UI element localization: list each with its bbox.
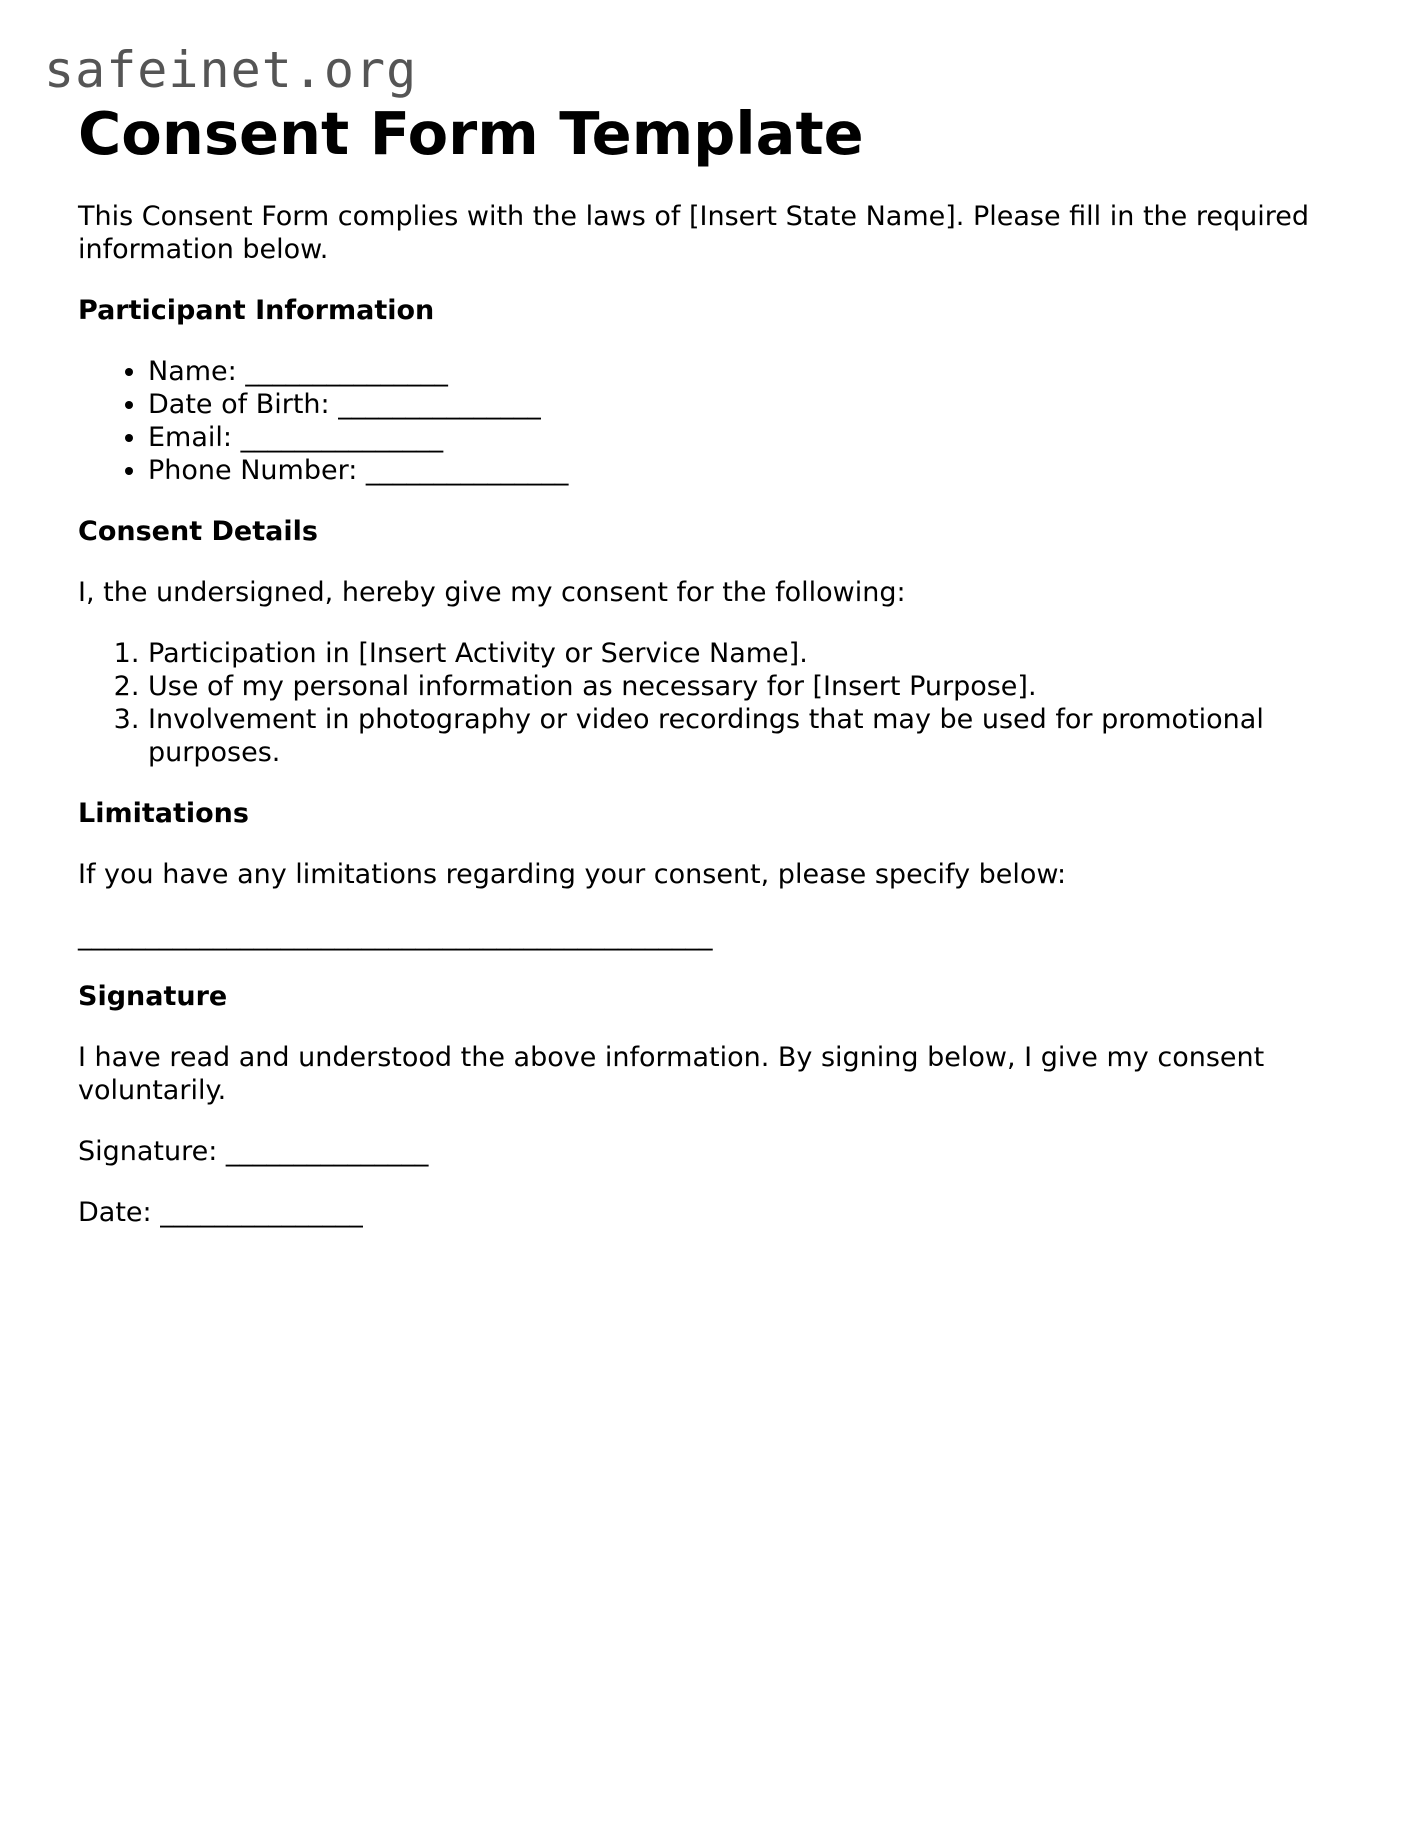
signature-field: Signature: _______________ bbox=[78, 1136, 429, 1167]
limitations-blank-line: _______________________________________________ bbox=[78, 920, 713, 951]
page-title: Consent Form Template bbox=[78, 99, 864, 168]
consent-item: 1. Participation in [Insert Activity or Service Name]. bbox=[148, 637, 1348, 670]
date-field: Date: _______________ bbox=[78, 1197, 363, 1228]
watermark: safeinet.org bbox=[44, 41, 418, 99]
consent-item: 2. Use of my personal information as necessary for [Insert Purpose]. bbox=[148, 670, 1348, 703]
document-page bbox=[78, 98, 1348, 1229]
participant-heading: Participant Information bbox=[78, 295, 435, 326]
field-phone-number: • Phone Number: _______________ bbox=[148, 454, 1348, 487]
limitations-heading: Limitations bbox=[78, 798, 249, 829]
field-date-of-birth: • Date of Birth: _______________ bbox=[148, 388, 1348, 421]
limitations-text: If you have any limitations regarding your consent, please specify below: bbox=[78, 859, 1067, 890]
intro-paragraph: This Consent Form complies with the laws of [Insert State Name]. Please fill in the required information below. bbox=[78, 201, 1309, 265]
signature-text: I have read and understood the above information. By signing below, I give my consent voluntarily. bbox=[78, 1042, 1265, 1106]
field-name: • Name: _______________ bbox=[148, 355, 1348, 388]
field-email: • Email: _______________ bbox=[148, 421, 1348, 454]
signature-heading: Signature bbox=[78, 981, 228, 1012]
consent-heading: Consent Details bbox=[78, 516, 318, 547]
consent-item: 3. Involvement in photography or video recordings that may be used for promotional purposes. bbox=[148, 703, 1348, 769]
consent-items-list bbox=[78, 637, 1348, 769]
consent-intro: I, the undersigned, hereby give my consent for the following: bbox=[78, 577, 906, 608]
participant-fields-list bbox=[78, 355, 1348, 487]
